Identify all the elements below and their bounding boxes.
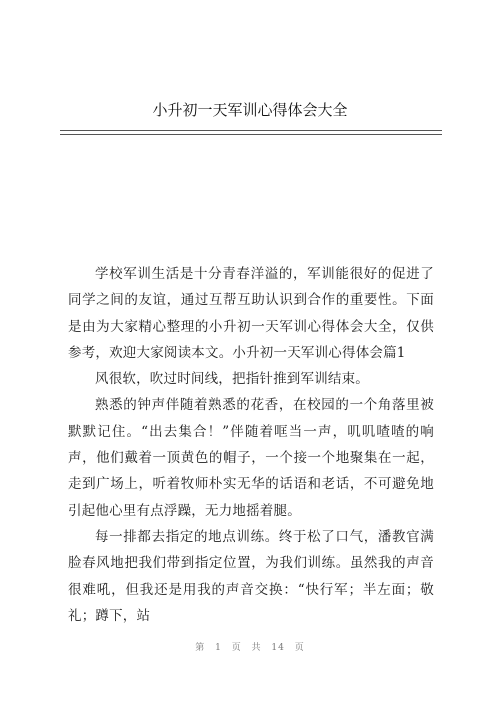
title-divider-thick [60, 130, 442, 131]
paragraph: 风很软，吹过时间线，把指针推到军训结束。 [95, 371, 369, 388]
paragraph: 熟悉的钟声伴随着熟悉的花香，在校园的一个角落里被默默记住。“出去集合！”伴随着哐当一声，叽叽喳喳的响声，他们戴着一顶黄色的帽子，一个接一个地聚集在一起，走到广场上，听着牧师朴实无华的话语和老话，不可避免地引起他心里有点浮躁，无力地摇着腿。 [68, 397, 434, 519]
title-divider-thin [60, 134, 442, 135]
paragraph-intro: 学校军训生活是十分青春洋溢的，军训能很好的促进了同学之间的友谊，通过互帮互助认识到合作的重要性。下面是由为大家精心整理的小升初一天军训心得体会大全，仅供参考，欢迎大家阅读本文。小升初一天军训心得体会篇1 [68, 266, 434, 361]
page-number-footer: 第 1 页 共 14 页 [195, 643, 305, 653]
document-body [68, 261, 434, 629]
document-title: 小升初一天军训心得体会大全 [152, 101, 348, 119]
paragraph: 每一排都去指定的地点训练。终于松了口气，潘教官满脸春风地把我们带到指定位置，为我们训练。虽然我的声音很难吼，但我还是用我的声音交换：“快行军；半左面；敬礼；蹲下，站 [68, 528, 434, 624]
